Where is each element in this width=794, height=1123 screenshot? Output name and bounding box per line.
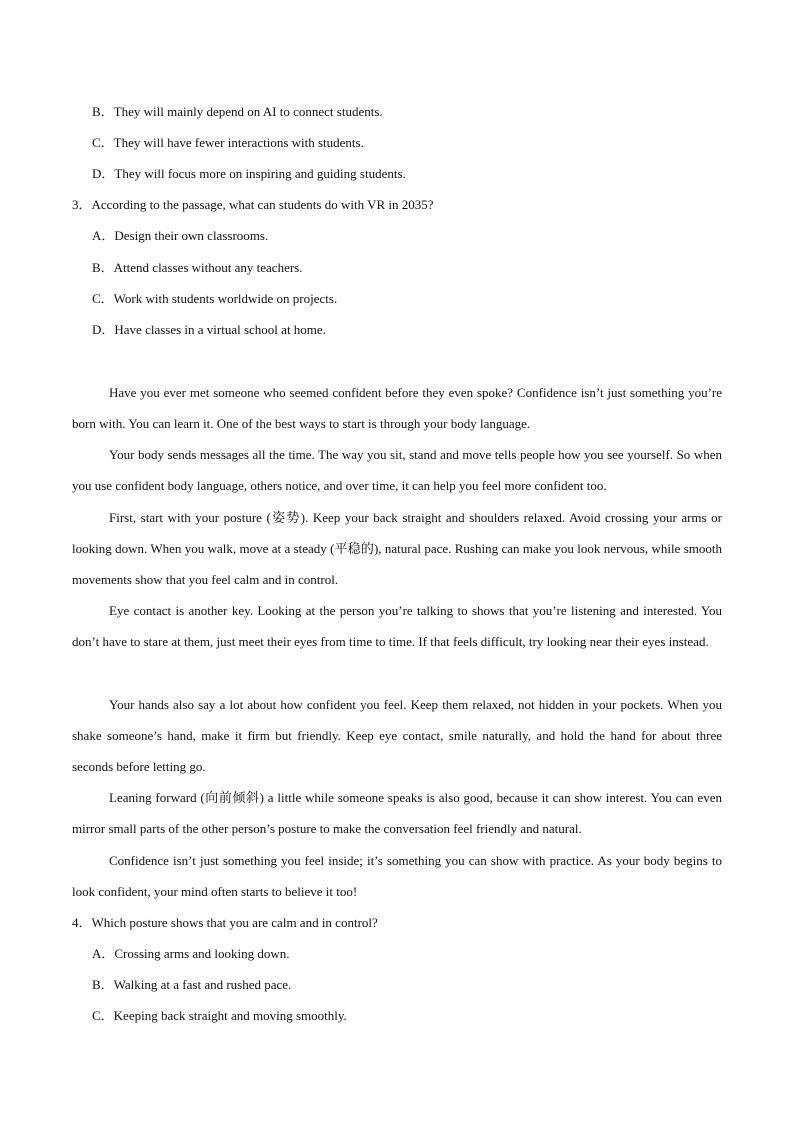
q3-option-c: C．Work with students worldwide on projects. <box>92 291 338 306</box>
q2-option-c: C．They will have fewer interactions with students. <box>92 135 364 150</box>
q4-option-a: A．Crossing arms and looking down. <box>92 946 290 961</box>
q4-option-c: C．Keeping back straight and moving smoothly. <box>92 1008 347 1023</box>
passage-paragraph-2: Your body sends messages all the time. The way you sit, stand and move tells people how you see yourself. So when you use confident body language, others notice, and over time, it can help you feel more confident too. <box>72 447 722 494</box>
passage-paragraph-6: Leaning forward (向前倾斜) a little while someone speaks is also good, because it can show interest. You can even mirror small parts of the other person’s posture to make the conversation feel friendly and natural. <box>72 790 722 837</box>
q3-option-a: A．Design their own classrooms. <box>92 228 269 243</box>
passage-paragraph-1: Have you ever met someone who seemed confident before they even spoke? Confidence isn’t just something you’re born with. You can learn it. One of the best ways to start is through your body language. <box>72 385 722 432</box>
passage-paragraph-5: Your hands also say a lot about how confident you feel. Keep them relaxed, not hidden in your pockets. When you shake someone’s hand, make it firm but friendly. Keep eye contact, smile naturally, and hold the hand for about three seconds before letting go. <box>72 697 722 775</box>
passage-paragraph-3: First, start with your posture (姿势). Keep your back straight and shoulders relaxed. Avoid crossing your arms or looking down. When you walk, move at a steady (平稳的), natural pace. Rushing can make you look nervous, while smooth movements show that you feel calm and in control. <box>72 510 722 588</box>
q4-option-b: B．Walking at a fast and rushed pace. <box>92 977 292 992</box>
q2-option-b: B．They will mainly depend on AI to connect students. <box>92 104 383 119</box>
q3-option-d: D．Have classes in a virtual school at home. <box>92 322 326 337</box>
q3-option-b: B．Attend classes without any teachers. <box>92 260 303 275</box>
q4-stem: 4．Which posture shows that you are calm and in control? <box>72 915 378 930</box>
q3-stem: 3．According to the passage, what can students do with VR in 2035? <box>72 197 434 212</box>
passage-paragraph-7: Confidence isn’t just something you feel inside; it’s something you can show with practice. As your body begins to look confident, your mind often starts to believe it too! <box>72 853 722 900</box>
q2-option-d: D．They will focus more on inspiring and guiding students. <box>92 166 406 181</box>
passage-paragraph-4: Eye contact is another key. Looking at the person you’re talking to shows that you’re listening and interested. You don’t have to stare at them, just meet their eyes from time to time. If that feels difficult, try looking near their eyes instead. <box>72 603 722 650</box>
